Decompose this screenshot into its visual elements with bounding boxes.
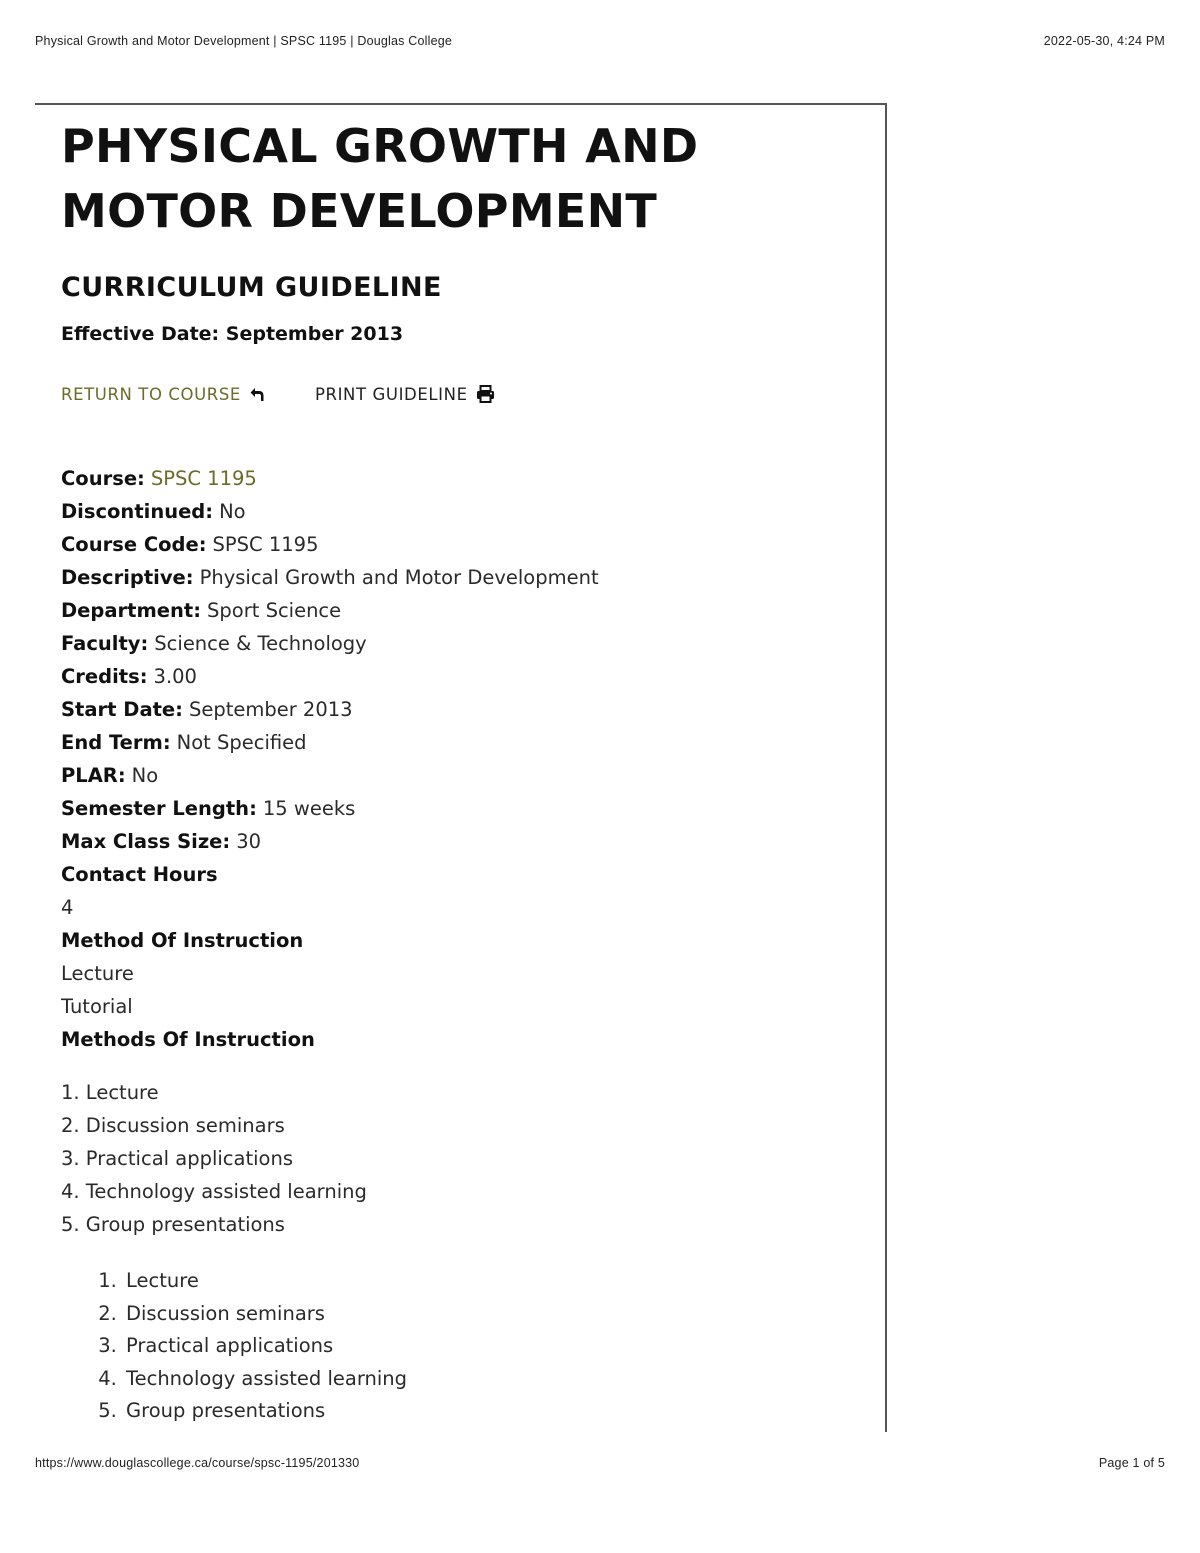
list-item: 2. Discussion seminars	[61, 1114, 285, 1137]
return-arrow-icon	[249, 386, 265, 402]
methods-of-instruction-heading: Methods Of Instruction	[61, 1028, 315, 1051]
methods-ordered-list	[61, 1265, 861, 1428]
print-footer-url: https://www.douglascollege.ca/course/spsc-1195/201330	[35, 1456, 360, 1470]
main-content	[61, 114, 861, 1428]
field-credits	[61, 660, 861, 693]
field-value: Not Specified	[176, 731, 307, 754]
field-label: Semester Length:	[61, 797, 257, 820]
print-header	[35, 34, 1165, 48]
print-header-timestamp: 2022-05-30, 4:24 PM	[1043, 34, 1165, 48]
contact-hours-value: 4	[61, 896, 74, 919]
printer-icon	[476, 385, 495, 403]
method-of-instruction-item: Tutorial	[61, 995, 133, 1018]
effective-date: Effective Date: September 2013	[61, 323, 404, 345]
list-item: 1. Lecture	[123, 1265, 861, 1298]
list-item: 3. Practical applications	[61, 1147, 293, 1170]
field-value: 15 weeks	[262, 797, 356, 820]
contact-hours-heading: Contact Hours	[61, 863, 218, 886]
page-title	[61, 114, 861, 244]
print-footer	[35, 1456, 1165, 1470]
list-item: 4. Technology assisted learning	[123, 1363, 861, 1396]
field-label: PLAR:	[61, 764, 126, 787]
field-end-term	[61, 726, 861, 759]
field-department	[61, 594, 861, 627]
field-semester-length	[61, 792, 861, 825]
field-label: Max Class Size:	[61, 830, 231, 853]
field-value: Sport Science	[207, 599, 342, 622]
field-label: Start Date:	[61, 698, 183, 721]
list-item: 4. Technology assisted learning	[61, 1180, 367, 1203]
field-course-code	[61, 528, 861, 561]
field-faculty	[61, 627, 861, 660]
field-label: Course Code:	[61, 533, 207, 556]
methods-plain-list	[61, 1076, 861, 1241]
method-of-instruction-heading: Method Of Instruction	[61, 929, 304, 952]
field-value: 3.00	[153, 665, 197, 688]
page-title-line-1: PHYSICAL GROWTH AND	[61, 119, 699, 173]
field-course	[61, 462, 861, 495]
field-label: Credits:	[61, 665, 148, 688]
field-descriptive	[61, 561, 861, 594]
list-item: 3. Practical applications	[123, 1330, 861, 1363]
course-link[interactable]: SPSC 1195	[150, 467, 257, 490]
field-value: Science & Technology	[154, 632, 367, 655]
field-value: Physical Growth and Motor Development	[199, 566, 599, 589]
field-label: Faculty:	[61, 632, 149, 655]
field-label: Descriptive:	[61, 566, 194, 589]
field-value: 30	[236, 830, 262, 853]
field-start-date	[61, 693, 861, 726]
field-value: September 2013	[188, 698, 353, 721]
field-label: End Term:	[61, 731, 171, 754]
list-item: 1. Lecture	[61, 1081, 159, 1104]
page-title-line-2: MOTOR DEVELOPMENT	[61, 184, 658, 238]
field-value: No	[131, 764, 159, 787]
print-guideline-label: PRINT GUIDELINE	[314, 384, 468, 404]
page-subtitle: CURRICULUM GUIDELINE	[61, 272, 442, 303]
field-label: Course:	[61, 467, 145, 490]
list-item: 2. Discussion seminars	[123, 1298, 861, 1331]
print-footer-page-number: Page 1 of 5	[1098, 1456, 1165, 1470]
field-label: Discontinued:	[61, 500, 214, 523]
method-of-instruction-item: Lecture	[61, 962, 134, 985]
print-header-title: Physical Growth and Motor Development | SPSC 1195 | Douglas College	[35, 34, 453, 48]
field-discontinued	[61, 495, 861, 528]
list-item: 5. Group presentations	[61, 1213, 285, 1236]
field-value: SPSC 1195	[212, 533, 319, 556]
guideline-actions	[61, 380, 861, 408]
course-details	[61, 462, 861, 1241]
field-max-class-size	[61, 825, 861, 858]
field-label: Department:	[61, 599, 202, 622]
field-value: No	[219, 500, 246, 523]
return-to-course-label: RETURN TO COURSE	[61, 384, 241, 404]
print-guideline-link[interactable]	[315, 385, 495, 404]
field-plar	[61, 759, 861, 792]
list-item: 5. Group presentations	[123, 1395, 861, 1428]
return-to-course-link[interactable]	[61, 385, 265, 404]
